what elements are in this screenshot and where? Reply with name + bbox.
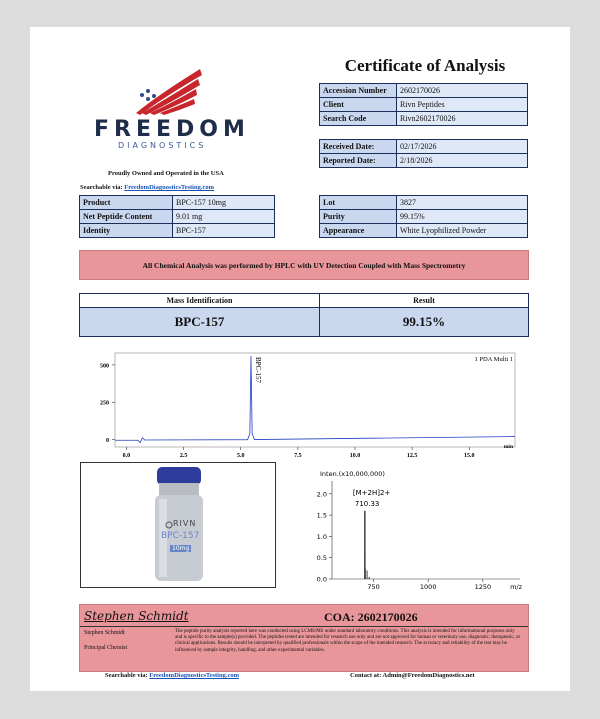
- bottom-search-link[interactable]: FreedomDiagnosticsTesting.com: [149, 672, 240, 679]
- y-tick-label: 0: [106, 438, 109, 445]
- mass-spectrum-chart: [292, 467, 530, 591]
- product-value: BPC-157 10mg: [173, 196, 275, 210]
- reported-value: 2/18/2026: [397, 154, 528, 168]
- lot-value: 3827: [397, 196, 528, 210]
- vial-photo: [80, 462, 276, 588]
- purity-key: Purity: [320, 210, 397, 224]
- mass-identification-value: BPC-157: [80, 308, 320, 336]
- table-row: [320, 112, 528, 126]
- x-tick-label: 15.0: [464, 453, 475, 457]
- vial-brand: RIVN: [173, 519, 197, 528]
- x-tick-label: 2.5: [179, 453, 188, 457]
- x-tick-label: 5.0: [236, 453, 245, 457]
- x-axis-label: m/z: [510, 583, 522, 591]
- logo-subtitle: DIAGNOSTICS: [118, 141, 207, 150]
- document-title: Certificate of Analysis: [344, 56, 506, 75]
- lot-table: [319, 195, 528, 238]
- table-row: [320, 224, 528, 238]
- net-peptide-key: Net Peptide Content: [80, 210, 173, 224]
- signature: Stephen Schmidt: [84, 609, 189, 623]
- table-row: [320, 84, 528, 98]
- purity-value: 99.15%: [397, 210, 528, 224]
- series-line: [115, 356, 515, 443]
- product-key: Product: [80, 196, 173, 210]
- table-row: [320, 140, 528, 154]
- method-banner: All Chemical Analysis was performed by HPLC with UV Detection Coupled with Mass Spectrometry: [79, 250, 529, 280]
- lot-key: Lot: [320, 196, 397, 210]
- client-key: Client: [320, 98, 397, 112]
- search-code-key: Search Code: [320, 112, 397, 126]
- plot-frame: [115, 353, 515, 447]
- peak-value-label: 710.33: [354, 499, 380, 508]
- y-tick-label: 1.5: [316, 511, 327, 520]
- table-row: [320, 196, 528, 210]
- product-table: [79, 195, 275, 238]
- accession-table: [319, 83, 528, 126]
- contact-label: Contact at:: [350, 672, 382, 679]
- signer-name: Stephen Schmidt: [84, 630, 125, 636]
- received-key: Received Date:: [320, 140, 397, 154]
- y-tick-label: 500: [100, 363, 109, 370]
- table-row: [80, 196, 275, 210]
- signer-title: Principal Chemist: [84, 645, 128, 651]
- y-tick-label: 0.5: [316, 554, 327, 563]
- contact-email[interactable]: Admin@FreedomDiagnostics.net: [382, 672, 475, 679]
- bottom-contact: [350, 672, 475, 679]
- table-row: [80, 210, 275, 224]
- y-tick-label: 2.0: [316, 490, 327, 499]
- x-tick-label: 1000: [419, 583, 437, 591]
- net-peptide-value: 9.01 mg: [173, 210, 275, 224]
- flag-logo-icon: [128, 65, 208, 115]
- table-row: [320, 210, 528, 224]
- reported-key: Reported Date:: [320, 154, 397, 168]
- mass-result-table: [79, 293, 529, 337]
- peak-label: BPC-157: [254, 357, 262, 384]
- chart-title: Inten.(x10,000,000): [320, 470, 385, 478]
- bottom-search-label: Searchable via:: [105, 672, 148, 679]
- identity-key: Identity: [80, 224, 173, 238]
- tagline: Proudly Owned and Operated in the USA: [108, 170, 224, 177]
- logo-wordmark: FREEDOM: [94, 117, 250, 142]
- vial-dose: 10mg: [172, 545, 190, 552]
- x-tick-label: 10.0: [349, 453, 361, 457]
- bottom-searchable: [105, 672, 239, 679]
- x-tick-label: 1250: [474, 583, 492, 591]
- x-tick-label: 0.0: [122, 453, 131, 457]
- accession-value: 2602170026: [397, 84, 528, 98]
- searchable-label: Searchable via:: [80, 184, 123, 191]
- received-value: 02/17/2026: [397, 140, 528, 154]
- x-tick-label: 750: [367, 583, 380, 591]
- y-tick-label: 250: [100, 400, 109, 407]
- peak-annotation: [M+2H]2+: [352, 488, 391, 497]
- identity-value: BPC-157: [173, 224, 275, 238]
- legend-entry: 1 PDA Multi 1: [474, 356, 513, 363]
- x-tick-label: 7.5: [294, 453, 302, 457]
- accession-key: Accession Number: [320, 84, 397, 98]
- table-row: [80, 224, 275, 238]
- coa-label: COA: 2602170026: [324, 610, 418, 624]
- signature-footer: [79, 604, 529, 672]
- searchable-line: [80, 184, 214, 191]
- y-tick-label: 1.0: [316, 532, 327, 541]
- client-value: Rivn Peptides: [397, 98, 528, 112]
- certificate-page: [30, 27, 570, 691]
- result-header: Result: [320, 294, 528, 308]
- y-tick-label: 0.0: [316, 575, 327, 584]
- table-row: [320, 98, 528, 112]
- vial-label: BPC-157: [161, 531, 200, 541]
- disclaimer-text: The peptide purity analysis reported here was conducted using LCMS/MS under standard laboratory conditions. This analysis is intended for informational purposes only and is specific to the sample(s) provided. The peptides tested are intended for research use only and are not approved for human or veterinary use, diagnostic, therapeutic, or clinical applications. Results should be interpreted by qualified professionals within the scope of the intended research. The accuracy and reliability of the test may be influenced by sample integrity, handling, and other experimental variables.: [175, 629, 521, 653]
- appearance-value: White Lyophilized Powder: [397, 224, 528, 238]
- x-tick-label: 12.5: [406, 453, 418, 457]
- footer-divider: [80, 626, 528, 627]
- mass-identification-header: Mass Identification: [80, 294, 320, 308]
- dates-table: [319, 139, 528, 168]
- appearance-key: Appearance: [320, 224, 397, 238]
- search-code-value: Rivn2602170026: [397, 112, 528, 126]
- table-row: [320, 154, 528, 168]
- result-value: 99.15%: [320, 308, 528, 336]
- hplc-chromatogram: [85, 345, 525, 457]
- x-axis-label: min: [503, 444, 513, 450]
- searchable-link[interactable]: FreedomDiagnosticsTesting.com: [124, 184, 215, 191]
